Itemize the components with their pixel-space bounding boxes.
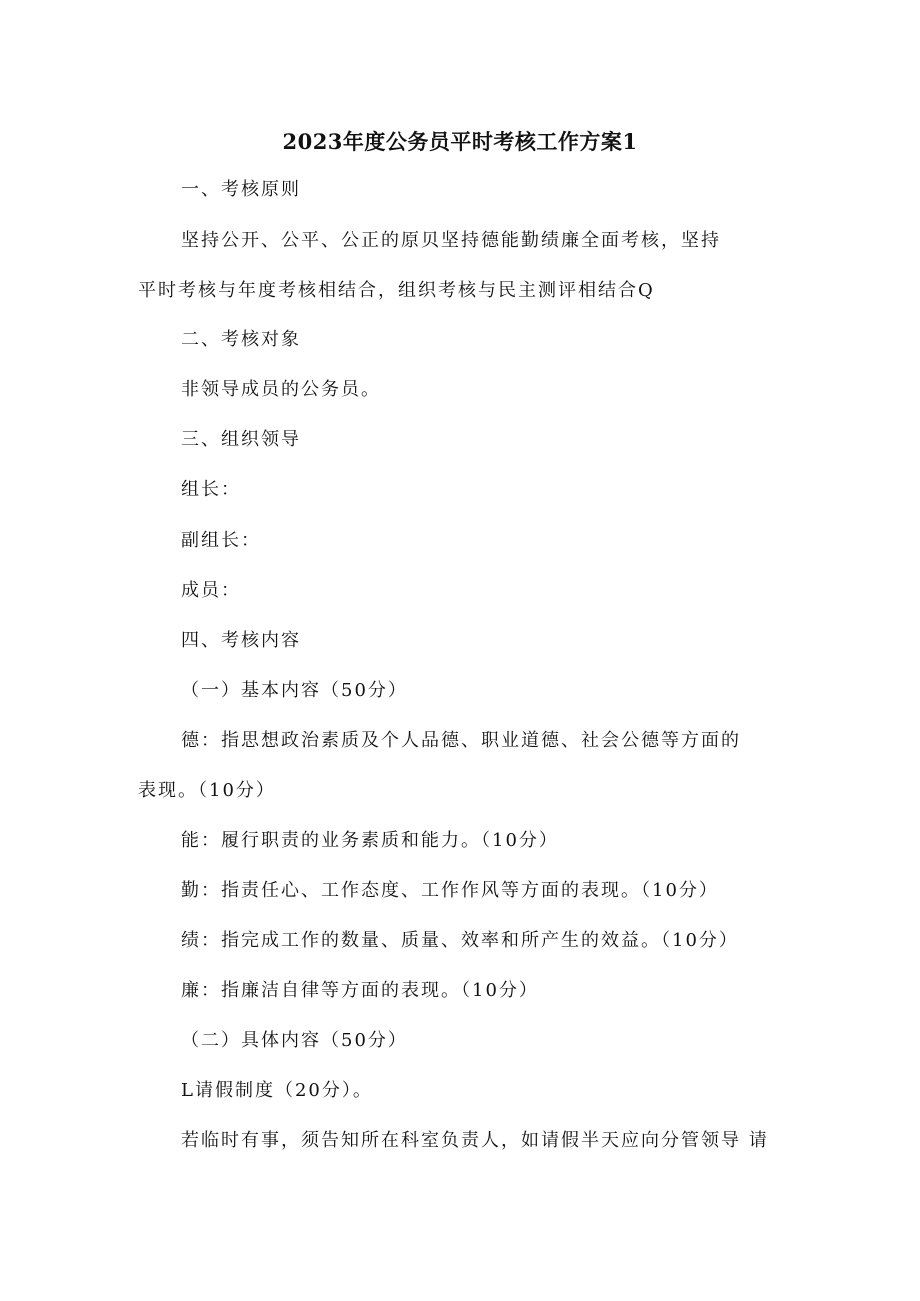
paragraph-line: 平时考核与年度考核相结合，组织考核与民主测评相结合Q [138, 280, 655, 301]
subsection-heading-specific: （二）具体内容（50分） [181, 1030, 408, 1051]
paragraph-line: 表现。（10分） [138, 780, 276, 801]
paragraph-line: 廉：指廉洁自律等方面的表现。（10分） [181, 980, 539, 1001]
paragraph-line: 非领导成员的公务员。 [181, 379, 381, 400]
paragraph-line: 若临时有事，须告知所在科室负责人，如请假半天应向分管领导 请 [181, 1130, 769, 1151]
document-title: 2023年度公务员平时考核工作方案1 [282, 129, 638, 154]
paragraph-line: 绩：指完成工作的数量、质量、效率和所产生的效益。（10分） [181, 930, 739, 951]
paragraph-line: 勤：指责任心、工作态度、工作作风等方面的表现。（10分） [181, 880, 719, 901]
section-heading-targets: 二、考核对象 [181, 329, 301, 350]
subsection-heading-basic: （一）基本内容（50分） [181, 680, 408, 701]
paragraph-line: 德：指思想政治素质及个人品德、职业道德、社会公德等方面的 [181, 730, 741, 751]
section-heading-principles: 一、考核原则 [181, 179, 301, 200]
section-heading-content: 四、考核内容 [181, 630, 301, 651]
paragraph-line: 成员： [181, 580, 241, 601]
paragraph-line: 组长： [181, 479, 241, 500]
paragraph-line: L请假制度（20分）。 [181, 1080, 373, 1101]
paragraph-line: 副组长： [181, 530, 261, 551]
paragraph-line: 坚持公开、公平、公正的原贝坚持德能勤绩廉全面考核，坚持 [181, 230, 721, 251]
paragraph-line: 能：履行职责的业务素质和能力。（10分） [181, 830, 559, 851]
section-heading-leadership: 三、组织领导 [181, 429, 301, 450]
